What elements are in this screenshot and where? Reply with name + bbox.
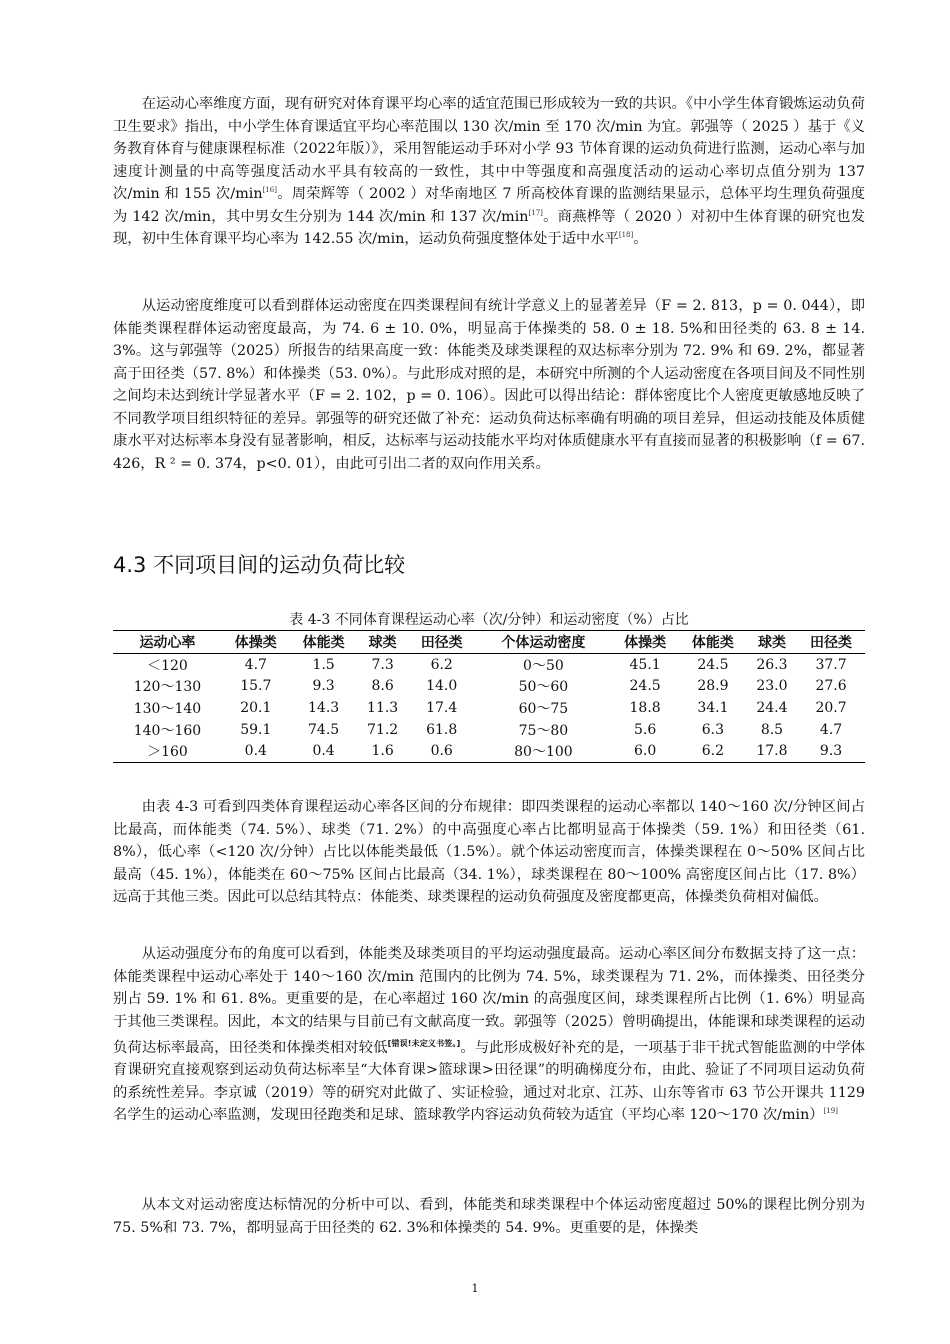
table-cell: 0～50 xyxy=(523,657,564,674)
table-cell: 60～75 xyxy=(518,700,569,717)
table-row xyxy=(113,697,865,719)
table-cell: 20.1 xyxy=(240,699,272,716)
paragraph-text: 从运动密度维度可以看到群体运动密度在四类课程间有统计学意义上的显著差异（F = 2. 813，p = 0. 044），即体能类课程群体运动密度最高，为 74. 6 ± 10. 0%，明显高于体操类的 58. 0 ± 18. 5%和田径类的 63. 8 ± 14. 3%。这与郭强等（2025）所报告的结果高度一致：体能类及球类课程的双达标率分别为 72. 9% 和 69. 2%，都显著高于田径类（57. 8%）和体操类（53. 0%）。与此形成对照的是，本研究中所测的个人运动密度在各项目间及不同性别之间均未达到统计学显著水平（F = 2. 102，p = 0. 106）。因此可以得出结论：群体密度比个人密度更敏感地反映了不同教学项目组织特征的差异。郭强等的研究还做了补充：运动负荷达标率确有明确的项目差异，但运动技能及体质健康水平对达标率本身没有显著影响，相反，达标率与运动技能水平均对体质健康水平有直接而显著的积极影响（f = 67. 426，R ² = 0. 374，p<0. 01），由此可引出二者的双向作用关系。 xyxy=(113,298,865,472)
table-cell: 6.2 xyxy=(679,740,747,762)
citation-18[interactable]: [18] xyxy=(618,231,634,240)
citation-16[interactable]: [16] xyxy=(262,186,277,195)
table-cell: 71.2 xyxy=(367,721,399,738)
table-row xyxy=(113,676,865,698)
table-cell: 11.3 xyxy=(367,699,399,716)
table-cell: 17.8 xyxy=(747,740,797,762)
table-cell: 45.1 xyxy=(629,656,661,673)
column-header: 体操类 xyxy=(222,631,290,654)
column-header: 运动心率 xyxy=(113,631,222,654)
table-cell: 9.3 xyxy=(312,678,335,695)
table-cell: 24.4 xyxy=(756,699,788,716)
table-cell: 59.1 xyxy=(240,721,272,738)
paragraph-text: 从本文对运动密度达标情况的分析中可以、看到，体能类和球类课程中个体运动密度超过 50%的课程比例分别为 75. 5%和 73. 7%，都明显高于田径类的 62. 3%和体操类的 54. 9%。更重要的是，体操类 xyxy=(113,1197,865,1236)
citation-19[interactable]: [19] xyxy=(823,1107,838,1116)
table-cell: 6.0 xyxy=(611,740,679,762)
table-cell: 9.3 xyxy=(797,740,865,762)
column-header: 球类 xyxy=(357,631,407,654)
table-cell: 34.1 xyxy=(697,699,729,716)
paragraph-density-compliance xyxy=(113,1194,865,1239)
table-cell: 4.7 xyxy=(244,656,267,673)
table-cell: ＞160 xyxy=(113,740,222,762)
table-cell: 6.3 xyxy=(701,721,725,738)
table-cell: 61.8 xyxy=(426,721,458,738)
table-cell: 20.7 xyxy=(815,699,847,716)
paragraph-heart-rate xyxy=(113,93,865,251)
table-cell: 23.0 xyxy=(756,678,788,695)
paragraph-text: 。 xyxy=(633,231,648,247)
table-cell: 0.6 xyxy=(408,740,476,762)
table-row xyxy=(113,719,865,741)
paragraph-text: 从运动强度分布的角度可以看到，体能类及球类项目的平均运动强度最高。运动心率区间分布数据支持了这一点：体能类课程中运动心率处于 140～160 次/min 范围内的比例为 74. 5%，球类课程为 71. 2%，而体操类、田径类分别占 59. 1% 和 61. 8%。更重要的是，在心率超过 160 次/min 的高强度区间，球类课程所占比例（1. 6%）明显高于其他三类课程。因此，本文的结果与目前已有文献高度一致。郭强等（2025）曾明确提出，体能课和球类课程的运动负荷达标率最高，田径类和体操类相对较低 xyxy=(113,946,865,1056)
table-cell: ＜120 xyxy=(147,657,188,674)
section-heading: 4.3 不同项目间的运动负荷比较 xyxy=(113,553,406,577)
paragraph-text: 由表 4-3 可看到四类体育课程运动心率各区间的分布规律：即四类课程的运动心率都以 140～160 次/分钟区间占比最高，而体能类（74. 5%）、球类（71. 2%）的中高强度心率占比都明显高于体操类（59. 1%）和田径类（61. 8%），低心率（<120 次/分钟）占比以体能类最低（1.5%）。就个体运动密度而言，体操类课程在 0～50% 区间占比最高（45. 1%），体能类在 60～75% 区间占比最高（34. 1%），球类课程在 80～100% 高密度区间占比（17. 8%）远高于其他三类。因此可以总结其特点：体能类、球类课程的运动负荷强度及密度都更高，体操类负荷相对偏低。 xyxy=(113,799,865,905)
column-header: 体操类 xyxy=(611,631,679,654)
table-cell: 120～130 xyxy=(133,679,202,696)
table-cell: 27.6 xyxy=(815,678,847,695)
column-header: 体能类 xyxy=(290,631,358,654)
table-cell: 24.5 xyxy=(629,678,661,695)
column-header: 球类 xyxy=(747,631,797,654)
table-cell: 75～80 xyxy=(518,722,569,739)
table-cell: 80～100 xyxy=(476,740,612,762)
table-cell: 8.6 xyxy=(371,678,394,695)
paragraph-text: 在运动心率维度方面，现有研究对体育课平均心率的适宜范围已形成较为一致的共识。《中小学生体育锻炼运动负荷卫生要求》指出，中小学生体育课适宜平均心率范围以 130 次/min 至 170 次/min 为宜。郭强等（ 2025 ）基于《义务教育体育与健康课程标准（2022年版）》，采用智能运动手环对小学 93 节体育课的运动负荷进行监测，运动心率与加速度计测量的中高等强度活动水平具有较高的一致性，其中中等强度和高强度活动的运动心率切点值分别为 137 次/min 和 155 次/min xyxy=(113,96,865,202)
table-cell: 7.3 xyxy=(371,656,394,673)
table-cell: 14.0 xyxy=(426,678,458,695)
table-cell: 74.5 xyxy=(308,721,340,738)
table-cell: 26.3 xyxy=(756,656,788,673)
table-cell: 37.7 xyxy=(815,656,847,673)
table-cell: 5.6 xyxy=(633,721,657,738)
table-cell: 18.8 xyxy=(629,699,661,716)
table-cell: 1.5 xyxy=(312,656,335,673)
table-cell: 130～140 xyxy=(133,700,202,717)
paragraph-text: 。商燕桦等（ 2020 ）对初中生体育课的研究也发现，初中生体育课平均心率为 142.55 次/min，运动负荷强度整体处于适中水平 xyxy=(113,208,865,247)
column-header: 田径类 xyxy=(797,631,865,654)
table-cell: 4.7 xyxy=(819,721,843,738)
table-cell: 0.4 xyxy=(222,740,290,762)
table-cell: 8.5 xyxy=(760,721,784,738)
paragraph-intensity xyxy=(113,943,865,1127)
table-cell: 24.5 xyxy=(697,656,729,673)
table-cell: 50～60 xyxy=(518,679,569,696)
table-caption: 表 4-3 不同体育课程运动心率（次/分钟）和运动密度（%）占比 xyxy=(289,612,689,628)
column-header: 个体运动密度 xyxy=(476,631,612,654)
table-cell: 0.4 xyxy=(290,740,358,762)
bookmark-error-note: [错误!未定义书签。] xyxy=(387,1039,461,1048)
paragraph-table-analysis xyxy=(113,796,865,909)
paragraph-text: 。与此形成极好补充的是，一项基于非干扰式智能监测的中学体育课研究直接观察到运动负荷达标率呈“大体育课>篮球课>田径课”的明确梯度分布，由此、验证了不同项目运动负荷的系统性差异。李京诚（2019）等的研究对此做了、实证检验，通过对北京、江苏、山东等省市 63 节公开课共 1129 名学生的运动心率监测，发现田径跑类和足球、篮球教学内容运动负荷较为适宜（平均心率 120～170 次/min） xyxy=(113,1039,866,1124)
table-cell: 6.2 xyxy=(430,656,453,673)
data-table xyxy=(113,630,865,763)
table-cell: 1.6 xyxy=(357,740,407,762)
table-row xyxy=(113,740,865,762)
table-cell: 14.3 xyxy=(308,699,340,716)
citation-17[interactable]: [17] xyxy=(528,208,543,217)
column-header: 田径类 xyxy=(408,631,476,654)
table-row xyxy=(113,654,865,676)
paragraph-density xyxy=(113,295,865,475)
table-cell: 28.9 xyxy=(697,678,729,695)
paragraph-text: 。周荣辉等（ 2002 ）对华南地区 7 所高校体育课的监测结果显示，总体平均生理负荷强度为 142 次/min，其中男女生分别为 144 次/min 和 137 次/min xyxy=(113,186,865,225)
page-number: 1 xyxy=(471,1282,479,1295)
table-header-row xyxy=(113,631,865,654)
table-cell: 17.4 xyxy=(426,699,458,716)
table-cell: 140～160 xyxy=(133,722,202,739)
table-cell: 15.7 xyxy=(240,678,272,695)
column-header: 体能类 xyxy=(679,631,747,654)
